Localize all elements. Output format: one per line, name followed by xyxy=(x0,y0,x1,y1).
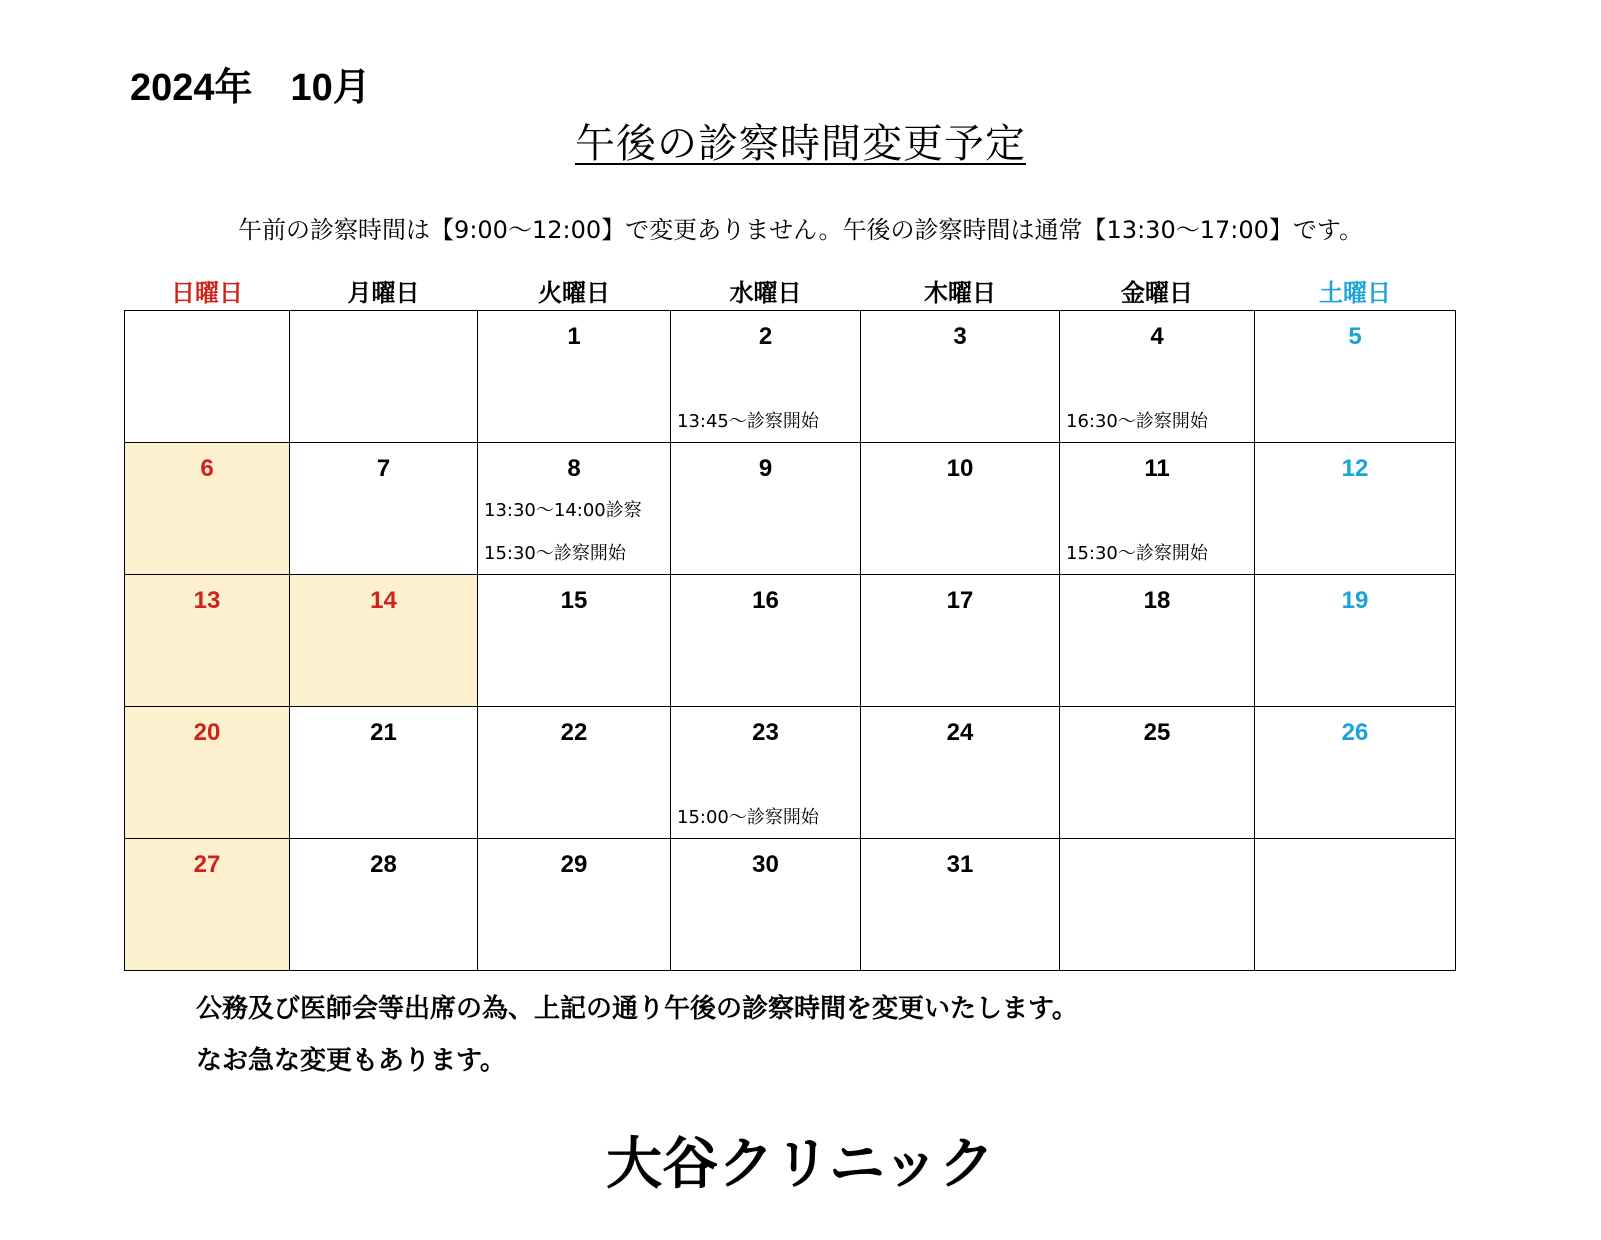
calendar-cell xyxy=(1255,575,1456,707)
calendar-cell xyxy=(861,311,1060,443)
day-number: 21 xyxy=(370,719,397,746)
calendar-cell-empty xyxy=(1060,839,1255,971)
calendar-cell-holiday xyxy=(125,575,290,707)
calendar-cell-holiday xyxy=(125,443,290,575)
week-row xyxy=(125,575,1456,707)
weekday-tuesday: 火曜日 xyxy=(538,278,610,307)
calendar-cell xyxy=(671,707,861,839)
day-number: 30 xyxy=(752,851,779,878)
day-number: 5 xyxy=(1348,323,1362,350)
day-number: 12 xyxy=(1341,455,1369,482)
day-number: 27 xyxy=(193,851,221,878)
calendar-cell xyxy=(290,707,478,839)
morning-hours-notice: 午前の診察時間は【9:00～12:00】で変更ありません。午後の診察時間は通常【13:30～17:00】です。 xyxy=(238,216,1363,244)
calendar-cell xyxy=(1060,311,1255,443)
day-number: 26 xyxy=(1341,719,1369,746)
day-number: 19 xyxy=(1341,587,1369,614)
calendar-cell xyxy=(478,575,671,707)
day-number: 16 xyxy=(752,587,779,614)
day-number: 9 xyxy=(758,455,773,482)
calendar-cell xyxy=(861,839,1060,971)
schedule-note: 16:30～診察開始 xyxy=(1066,411,1208,432)
day-number: 6 xyxy=(200,455,214,482)
footer-notice-line2: なお急な変更もあります。 xyxy=(196,1046,506,1076)
day-number: 15 xyxy=(560,587,588,614)
day-number: 28 xyxy=(370,851,397,878)
day-number: 4 xyxy=(1150,323,1164,350)
day-number: 7 xyxy=(376,455,391,482)
day-number: 25 xyxy=(1143,719,1171,746)
footer-notice-line1: 公務及び医師会等出席の為、上記の通り午後の診察時間を変更いたします。 xyxy=(196,994,1078,1024)
weekday-monday: 月曜日 xyxy=(347,278,420,307)
day-number: 10 xyxy=(946,455,974,482)
calendar-cell xyxy=(861,707,1060,839)
weekday-header-row xyxy=(125,270,1456,311)
calendar-cell xyxy=(1255,311,1456,443)
weekday-saturday: 土曜日 xyxy=(1319,278,1391,307)
day-number: 23 xyxy=(752,719,779,746)
day-number: 1 xyxy=(567,323,581,350)
day-number: 11 xyxy=(1144,455,1170,482)
clinic-name: 大谷クリニック xyxy=(606,1132,995,1197)
calendar-cell-empty xyxy=(1255,839,1456,971)
weekday-sunday: 日曜日 xyxy=(171,278,243,307)
day-number: 18 xyxy=(1143,587,1171,614)
year-month: 2024年 10月 xyxy=(130,67,371,109)
weekday-wednesday: 水曜日 xyxy=(729,278,802,307)
calendar-cell-empty xyxy=(290,311,478,443)
calendar-cell xyxy=(671,839,861,971)
weekday-friday: 金曜日 xyxy=(1121,278,1193,307)
day-number: 8 xyxy=(567,455,581,482)
calendar-cell xyxy=(1255,707,1456,839)
calendar-cell xyxy=(290,443,478,575)
calendar-cell xyxy=(478,707,671,839)
schedule-note: 15:30～診察開始 xyxy=(1066,543,1208,564)
calendar-cell xyxy=(290,839,478,971)
week-row xyxy=(125,443,1456,575)
calendar-cell-holiday xyxy=(125,707,290,839)
calendar-cell-empty xyxy=(125,311,290,443)
calendar-cell xyxy=(478,839,671,971)
calendar-cell xyxy=(861,575,1060,707)
calendar-cell xyxy=(478,311,671,443)
day-number: 29 xyxy=(560,851,588,878)
calendar-cell xyxy=(671,311,861,443)
schedule-note: 15:30～診察開始 xyxy=(484,543,626,564)
week-row xyxy=(125,839,1456,971)
calendar-cell xyxy=(671,575,861,707)
calendar xyxy=(124,270,1456,971)
calendar-cell xyxy=(1060,575,1255,707)
schedule-note: 13:45～診察開始 xyxy=(677,411,819,432)
calendar-cell xyxy=(861,443,1060,575)
schedule-note: 15:00～診察開始 xyxy=(677,807,819,828)
day-number: 14 xyxy=(370,587,397,614)
calendar-cell-holiday xyxy=(125,839,290,971)
calendar-cell xyxy=(1060,707,1255,839)
weekday-thursday: 木曜日 xyxy=(924,278,996,307)
calendar-cell-holiday xyxy=(290,575,478,707)
week-row xyxy=(125,311,1456,443)
day-number: 31 xyxy=(946,851,974,878)
day-number: 3 xyxy=(953,323,967,350)
day-number: 22 xyxy=(560,719,588,746)
day-number: 24 xyxy=(946,719,974,746)
page-title xyxy=(0,112,1601,169)
calendar-cell xyxy=(671,443,861,575)
calendar-cell xyxy=(1060,443,1255,575)
page-title-text: 午後の診察時間変更予定 xyxy=(575,121,1026,167)
day-number: 20 xyxy=(193,719,221,746)
day-number: 17 xyxy=(946,587,974,614)
week-row xyxy=(125,707,1456,839)
day-number: 2 xyxy=(758,323,773,350)
day-number: 13 xyxy=(193,587,221,614)
calendar-cell xyxy=(1255,443,1456,575)
calendar-cell xyxy=(478,443,671,575)
schedule-note: 13:30～14:00診察 xyxy=(484,500,642,521)
